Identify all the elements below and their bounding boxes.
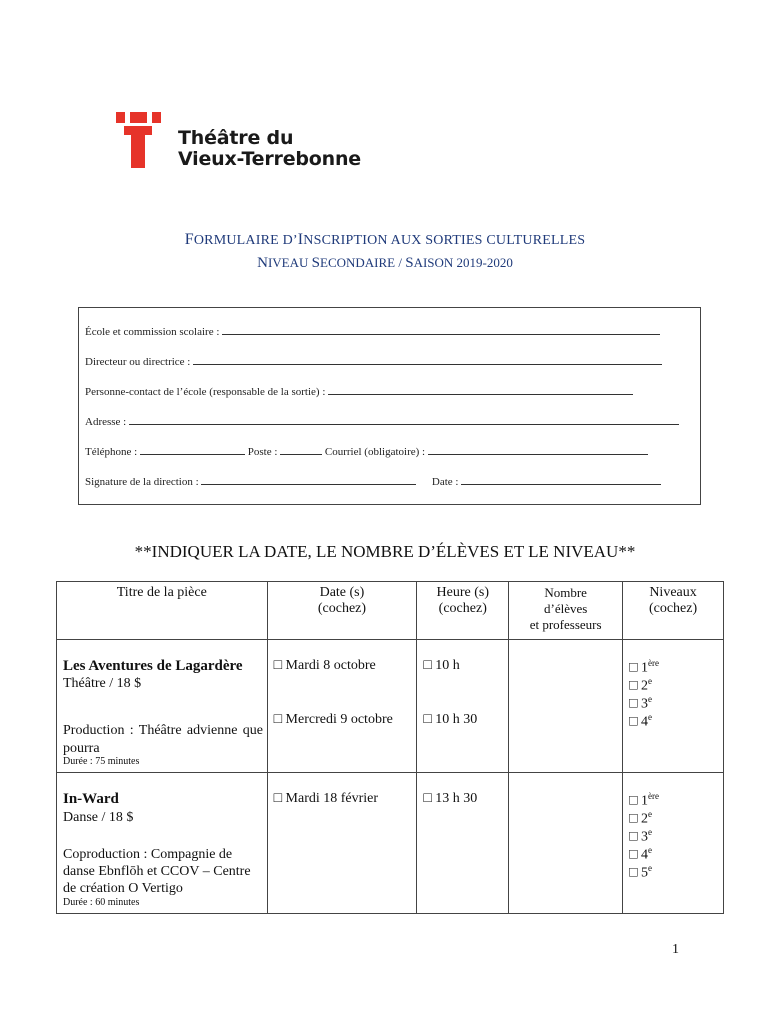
row2-level-3-checkbox[interactable] [629, 827, 652, 846]
table-row [57, 640, 724, 773]
school-label: École et commission scolaire : [85, 326, 220, 338]
row2-time-cell [417, 773, 509, 914]
level-box: □ 4 [629, 847, 649, 863]
row1-time-b-checkbox[interactable]: □ 10 h 30 [423, 712, 478, 727]
page-number: 1 [672, 942, 679, 957]
table-header-row [57, 582, 724, 640]
row1-production: Production : Théâtre advienne que pourra [63, 723, 263, 756]
row1-duration: Durée : 75 minutes [63, 756, 140, 767]
header-levels-line1: Niveaux [649, 585, 697, 600]
subtitle-part-2: ECONDAIRE / [320, 255, 406, 270]
row2-time-a-checkbox[interactable]: □ 13 h 30 [423, 791, 478, 806]
extension-label: Poste : [247, 446, 278, 458]
director-line[interactable] [193, 355, 662, 365]
row2-show-title: In-Ward [63, 791, 119, 807]
level-box: □ 1 [629, 660, 649, 676]
header-levels-line2: (cochez) [648, 601, 698, 616]
level-sup: e [648, 863, 653, 873]
title-initial-f: F [184, 231, 194, 248]
header-count-line1: Nombre [544, 585, 587, 600]
header-date-line2: (cochez) [317, 601, 367, 616]
row1-time-a-checkbox[interactable]: □ 10 h [423, 658, 460, 673]
contact-field[interactable] [85, 385, 633, 398]
level-box: □ 2 [629, 811, 649, 827]
title-part-2: NSCRIPTION AUX SORTIES CULTURELLES [303, 233, 586, 248]
phone-line[interactable] [140, 445, 245, 455]
level-box: □ 2 [629, 678, 649, 694]
phone-label: Téléphone : [85, 446, 138, 458]
row2-genre: Danse / 18 $ [63, 810, 134, 825]
header-count-line3: et professeurs [529, 617, 602, 632]
instruction-heading: **INDIQUER LA DATE, LE NOMBRE D’ÉLÈVES ET LE NIVEAU** [134, 542, 636, 561]
header-levels [623, 582, 724, 640]
subtitle-part-1: IVEAU [267, 255, 312, 270]
header-count-line2: d’élèves [543, 601, 588, 616]
row1-date-a-checkbox[interactable]: □ Mardi 8 octobre [273, 658, 376, 673]
row2-level-2-checkbox[interactable] [629, 809, 652, 828]
level-sup: e [648, 827, 653, 837]
subtitle-initial-s2: S [405, 255, 414, 271]
logo-line-2: Vieux-Terrebonne [178, 148, 361, 170]
email-line[interactable] [428, 445, 648, 455]
header-time [417, 582, 509, 640]
signature-line[interactable] [201, 475, 416, 485]
row2-level-5-checkbox[interactable] [629, 863, 652, 882]
header-count [509, 582, 623, 640]
row1-level-4-checkbox[interactable] [629, 712, 652, 731]
level-sup: e [648, 676, 653, 686]
level-box: □ 5 [629, 865, 649, 881]
form-title [0, 231, 770, 249]
header-date [267, 582, 417, 640]
logo-line-1: Théâtre du [178, 127, 294, 149]
email-label: Courriel (obligatoire) : [324, 446, 426, 458]
row1-count-cell[interactable] [509, 640, 623, 773]
schedule-table [56, 581, 724, 914]
phone-row [85, 445, 648, 458]
row1-level-1-checkbox[interactable] [629, 658, 659, 677]
row2-production: Coproduction : Compagnie de danse Ebnflōh et CCOV – Centre de création O Vertigo [63, 847, 251, 896]
contact-line[interactable] [328, 385, 633, 395]
school-info-box [78, 307, 701, 505]
title-part-1: ORMULAIRE D’ [193, 233, 298, 248]
director-label: Directeur ou directrice : [85, 356, 191, 368]
level-sup: ère [648, 658, 660, 668]
director-field[interactable] [85, 355, 662, 368]
row1-levels-cell [623, 640, 724, 773]
address-label: Adresse : [85, 416, 127, 428]
signature-row [85, 475, 661, 488]
row2-date-cell [267, 773, 417, 914]
level-sup: e [648, 809, 653, 819]
header-time-line2: (cochez) [438, 601, 487, 616]
subtitle-part-3: AISON 2019-2020 [413, 255, 513, 270]
date-label: Date : [431, 476, 459, 488]
row2-level-4-checkbox[interactable] [629, 845, 652, 864]
contact-label: Personne-contact de l’école (responsable de la sortie) : [85, 386, 326, 398]
title-initial-i: I [297, 231, 304, 248]
level-box: □ 3 [629, 696, 649, 712]
logo-t-mark-icon [116, 112, 166, 170]
extension-line[interactable] [280, 445, 322, 455]
row2-date-a-checkbox[interactable]: □ Mardi 18 février [273, 791, 379, 806]
header-title [57, 582, 268, 640]
header-date-line1: Date (s) [319, 585, 365, 600]
row1-genre: Théâtre / 18 $ [63, 676, 142, 691]
level-box: □ 4 [629, 714, 649, 730]
logo-text [178, 128, 361, 170]
form-subtitle [0, 255, 770, 272]
school-line[interactable] [222, 325, 660, 335]
row1-date-cell [267, 640, 417, 773]
header-title-text: Titre de la pièce [116, 585, 207, 600]
header-time-line1: Heure (s) [436, 585, 490, 600]
level-sup: ère [648, 791, 660, 801]
school-field[interactable] [85, 325, 660, 338]
signature-label: Signature de la direction : [85, 476, 199, 488]
row2-level-1-checkbox[interactable] [629, 791, 659, 810]
row2-levels-cell [623, 773, 724, 914]
table-row [57, 773, 724, 914]
level-sup: e [648, 694, 653, 704]
row1-title-cell [57, 640, 268, 773]
subtitle-initial-n: N [257, 255, 268, 271]
level-box: □ 1 [629, 793, 649, 809]
row1-level-3-checkbox[interactable] [629, 694, 652, 713]
address-field[interactable] [85, 415, 679, 428]
row2-count-cell[interactable] [509, 773, 623, 914]
subtitle-initial-s1: S [311, 255, 320, 271]
level-sup: e [648, 712, 653, 722]
row1-time-cell [417, 640, 509, 773]
address-line[interactable] [129, 415, 679, 425]
level-sup: e [648, 845, 653, 855]
date-line[interactable] [461, 475, 661, 485]
level-box: □ 3 [629, 829, 649, 845]
row1-date-b-checkbox[interactable]: □ Mercredi 9 octobre [273, 712, 393, 727]
row2-title-cell [57, 773, 268, 914]
row1-show-title: Les Aventures de Lagardère [63, 658, 243, 674]
row1-level-2-checkbox[interactable] [629, 676, 652, 695]
row2-duration: Durée : 60 minutes [63, 897, 140, 908]
